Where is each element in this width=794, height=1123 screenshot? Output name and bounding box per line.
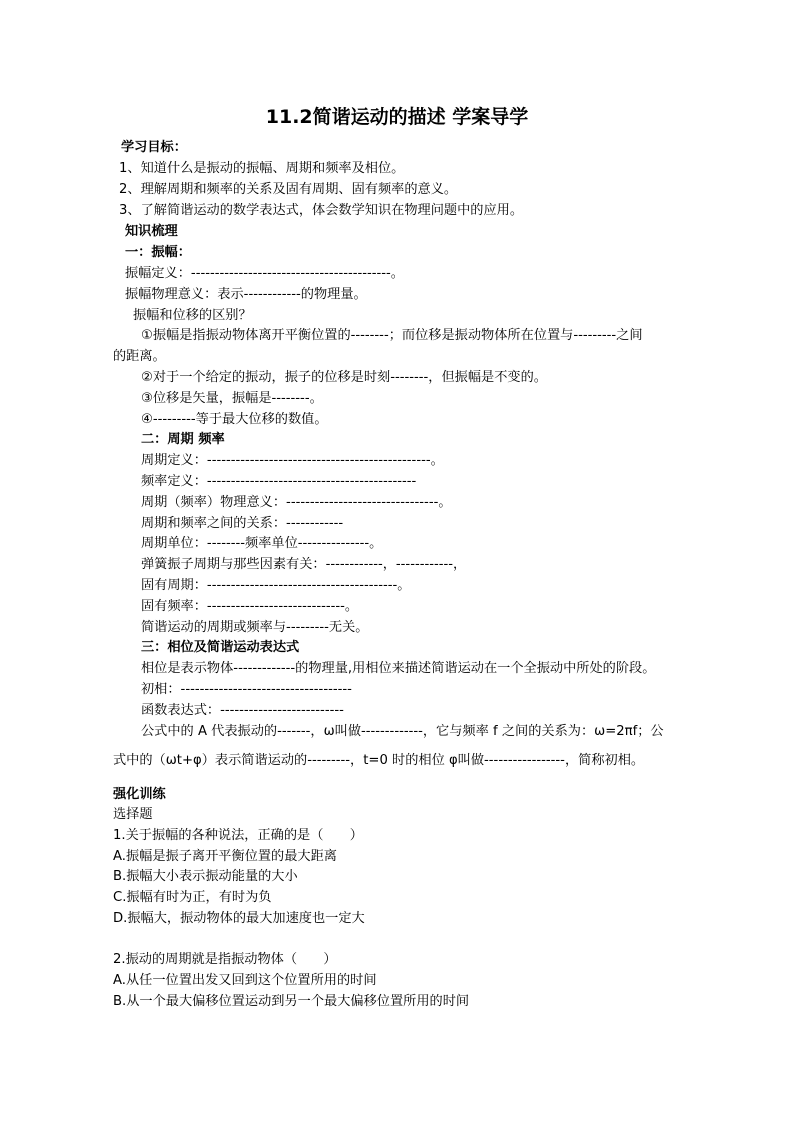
- question-option: A.从任一位置出发又回到这个位置所用的时间: [113, 973, 377, 988]
- training-heading: 强化训练: [113, 787, 166, 802]
- knowledge-heading: 知识梳理: [125, 224, 178, 239]
- frequency-definition: 频率定义：--------------------------------------------: [141, 474, 417, 489]
- amplitude-point-1-cont: 的距离。: [113, 349, 166, 364]
- question-option: C.振幅有时为正，有时为负: [113, 890, 272, 905]
- period-frequency-relation: 周期和频率之间的关系：------------: [141, 516, 344, 531]
- page-title: 11.2简谐运动的描述 学案导学: [265, 106, 529, 128]
- spring-factors: 弹簧振子周期与那些因素有关：------------，------------，: [141, 557, 467, 572]
- amplitude-point-3: ③位移是矢量，振幅是--------。: [141, 391, 323, 406]
- objective-item: 2、理解周期和频率的关系及固有周期、固有频率的意义。: [119, 182, 458, 197]
- objective-item: 1、知道什么是振动的振幅、周期和频率及相位。: [119, 161, 405, 176]
- initial-phase: 初相：------------------------------------: [141, 682, 352, 697]
- question-option: A.振幅是振子离开平衡位置的最大距离: [113, 849, 337, 864]
- amplitude-point-1: ①振幅是指振动物体离开平衡位置的--------；而位移是振动物体所在位置与---------之间: [141, 328, 643, 343]
- function-expression: 函数表达式：--------------------------: [141, 703, 344, 718]
- training-subheading: 选择题: [113, 807, 153, 822]
- formula-explanation-cont: 式中的（ωt+φ）表示简谐运动的---------，t=0 时的相位 φ叫做-----------------，简称初相。: [113, 753, 645, 768]
- natural-frequency: 固有频率：-----------------------------。: [141, 599, 359, 614]
- shm-period-relation: 简谐运动的周期或频率与---------无关。: [141, 620, 369, 635]
- question-stem: 1.关于振幅的各种说法，正确的是（ ）: [113, 828, 363, 843]
- amplitude-definition: 振幅定义：------------------------------------------。: [125, 266, 404, 281]
- amplitude-point-2: ②对于一个给定的振动，振子的位移是时刻--------，但振幅是不变的。: [141, 370, 547, 385]
- phase-definition: 相位是表示物体-------------的物理量,用相位来描述简谐运动在一个全振动中所处的阶段。: [141, 661, 656, 676]
- natural-period: 固有周期：----------------------------------------。: [141, 578, 411, 593]
- amplitude-difference-question: 振幅和位移的区别？: [133, 308, 252, 323]
- question-option: B.从一个最大偏移位置运动到另一个最大偏移位置所用的时间: [113, 994, 470, 1009]
- period-heading: 二：周期 频率: [141, 432, 225, 447]
- period-definition: 周期定义：-----------------------------------------------。: [141, 453, 444, 468]
- amplitude-meaning: 振幅物理意义：表示------------的物理量。: [125, 287, 367, 302]
- question-option: D.振幅大，振动物体的最大加速度也一定大: [113, 911, 365, 926]
- question-stem: 2.振动的周期就是指振动物体（ ）: [113, 952, 337, 967]
- objective-item: 3、了解简谐运动的数学表达式，体会数学知识在物理问题中的应用。: [119, 203, 524, 218]
- question-option: B.振幅大小表示振动能量的大小: [113, 869, 298, 884]
- amplitude-point-4: ④---------等于最大位移的数值。: [141, 412, 328, 427]
- phase-heading: 三：相位及简谐运动表达式: [141, 640, 300, 655]
- amplitude-heading: 一：振幅：: [125, 245, 191, 260]
- period-units: 周期单位：--------频率单位---------------。: [141, 536, 383, 551]
- objectives-heading: 学习目标：: [121, 140, 187, 155]
- formula-explanation: 公式中的 A 代表振动的-------，ω叫做-------------，它与频率 f 之间的关系为：ω=2πf；公: [141, 724, 664, 739]
- period-meaning: 周期（频率）物理意义：--------------------------------。: [141, 495, 452, 510]
